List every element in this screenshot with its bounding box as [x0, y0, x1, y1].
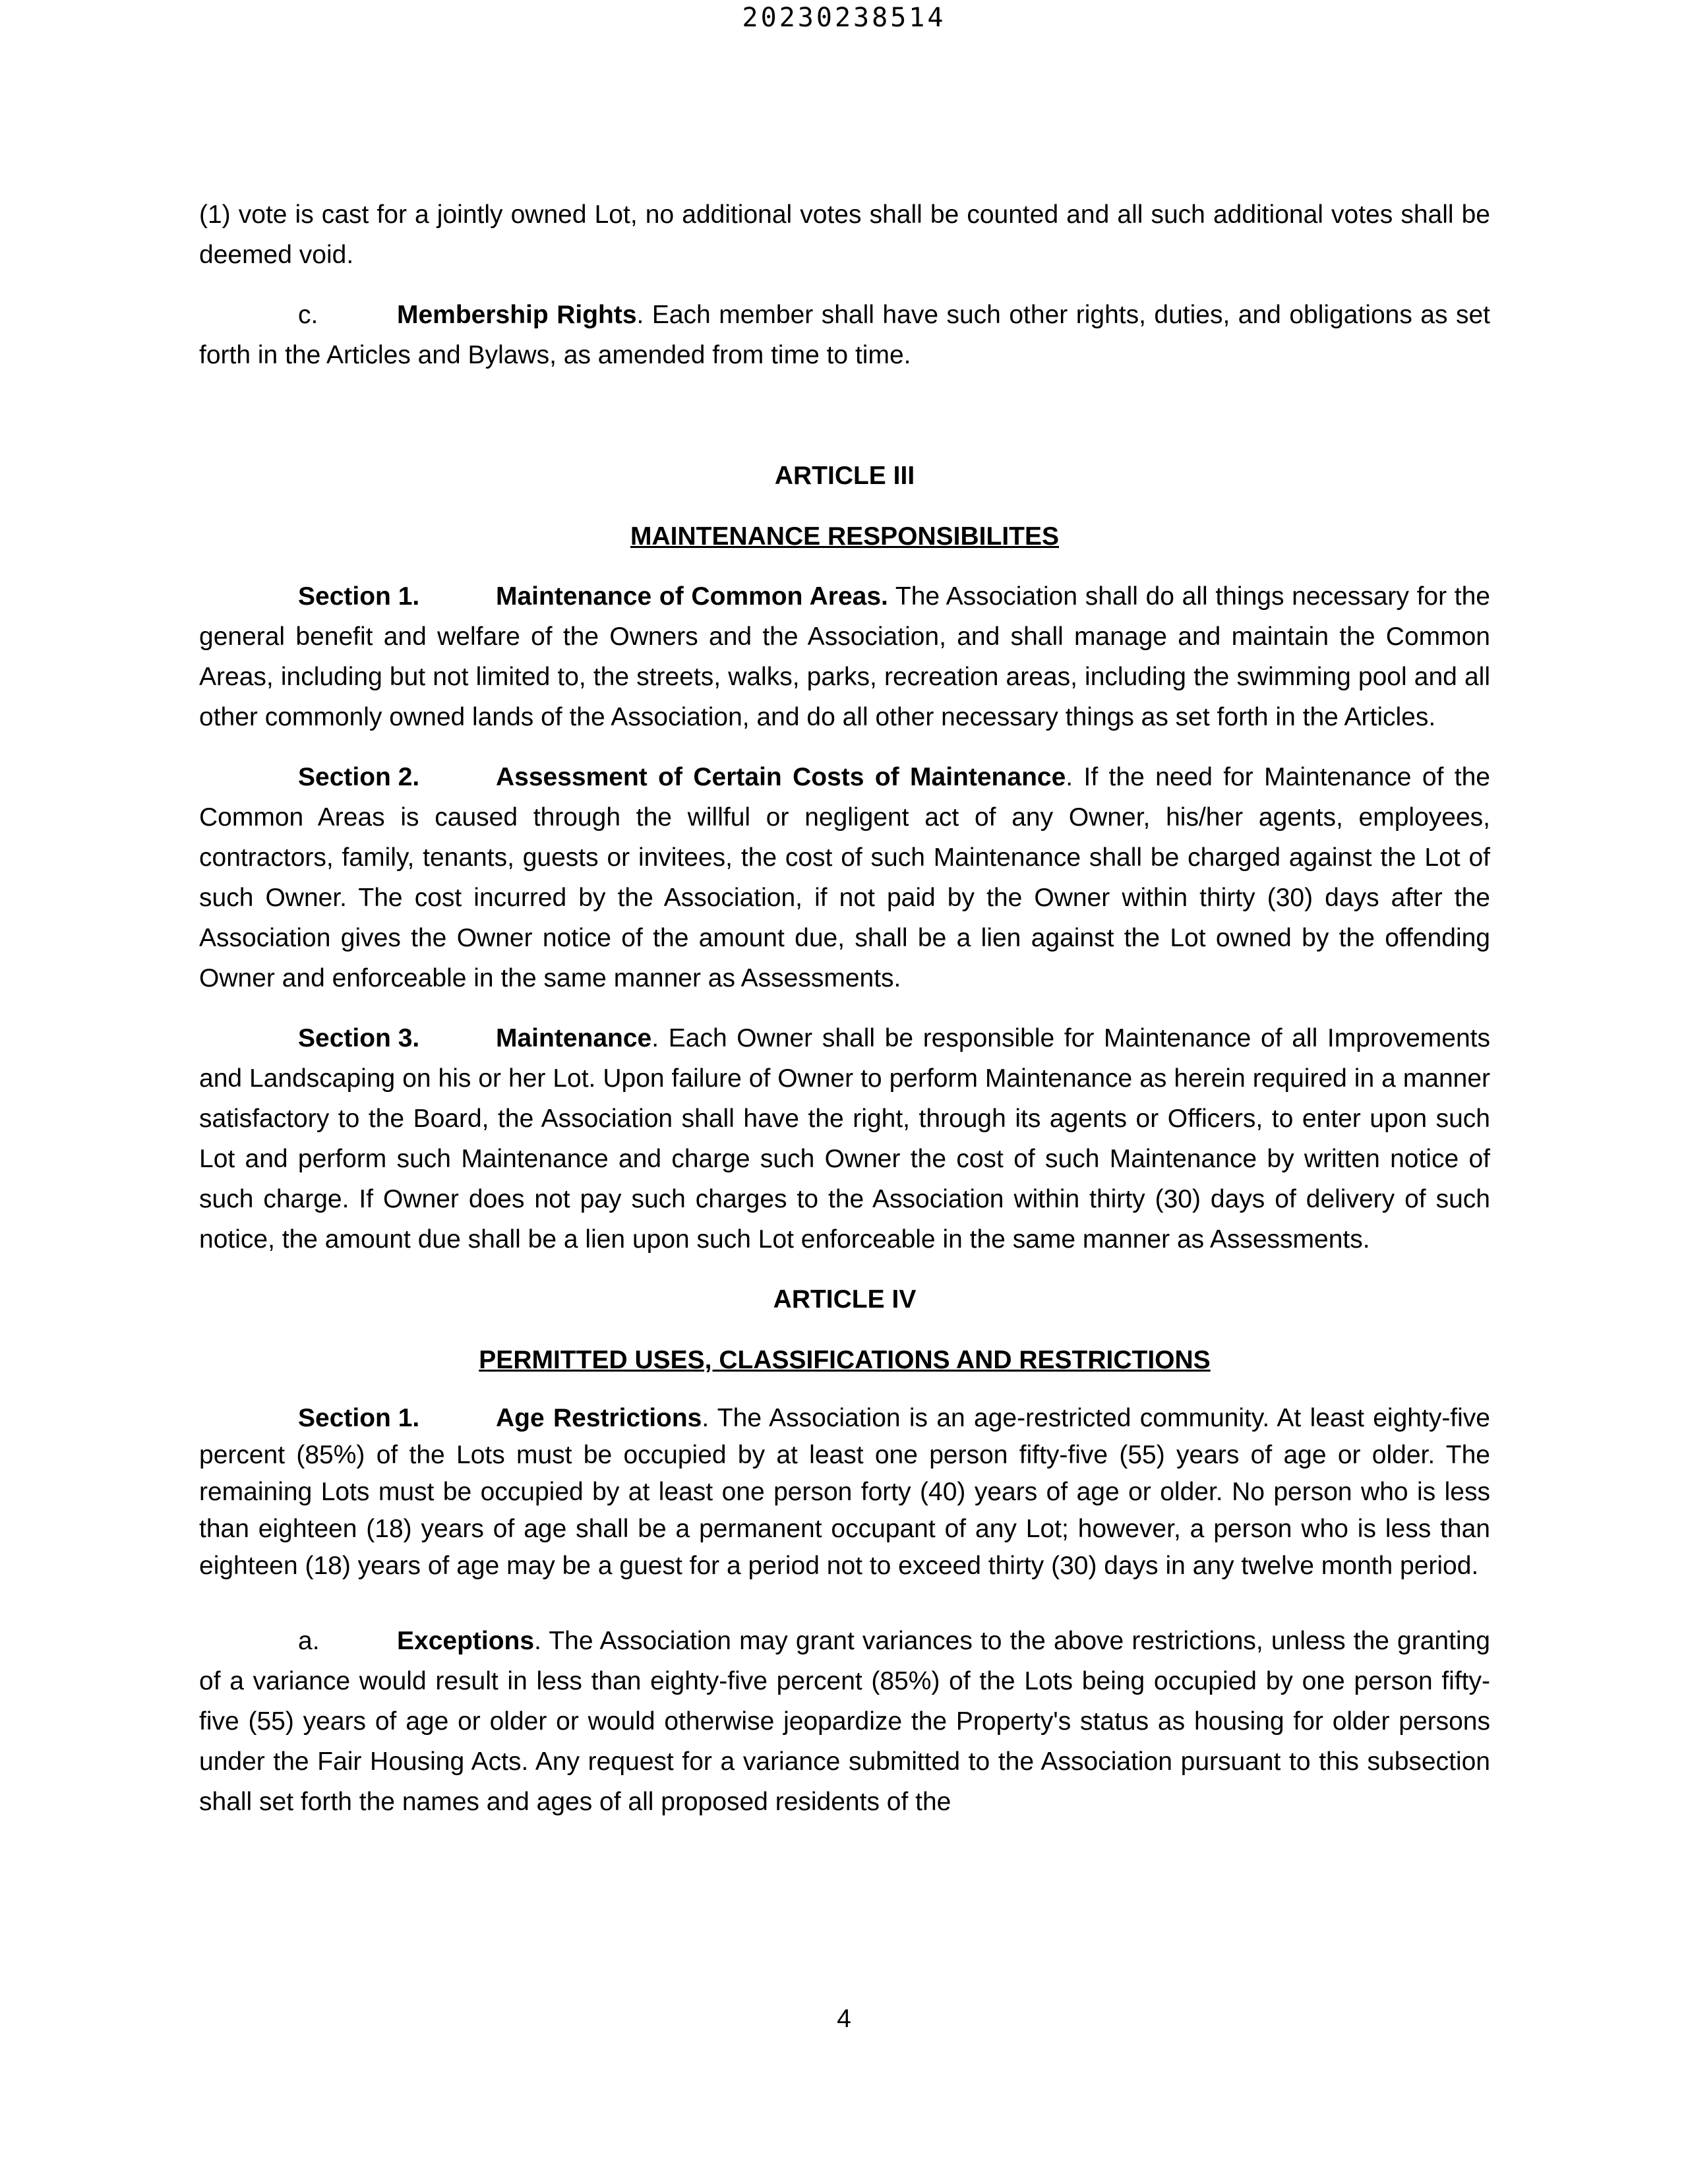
article-subheading: PERMITTED USES, CLASSIFICATIONS AND RESTRICTIONS	[479, 1346, 1211, 1374]
section-text: . The Association is an age-restricted community. At least eighty-five percent (85%) of the Lots must be occupied by at least one person fifty-five (55) years of age or older. The remaining Lots must be occupied by at least one person forty (40) years of age or older. No person who is less than eighteen (18) years of age shall be a permanent occupant of any Lot; however, a person who is less than eighteen (18) years of age may be a guest for a period not to exceed thirty (30) days in any twelve month period.	[199, 1404, 1490, 1580]
document-number: 20230238514	[742, 3, 946, 33]
subsection-title: Membership Rights	[397, 301, 637, 329]
section-title: Age Restrictions	[496, 1404, 702, 1432]
paragraph-membership-rights	[199, 295, 1490, 375]
subsection-exceptions	[199, 1621, 1490, 1822]
page-number: 4	[837, 2005, 851, 2033]
section-title: Maintenance of Common Areas.	[496, 582, 888, 611]
document-body	[199, 195, 1490, 1822]
subsection-label: a.	[298, 1627, 320, 1655]
section-text: . If the need for Maintenance of the Common Areas is caused through the willful or negligent act of any Owner, his/her agents, employees, contractors, family, tenants, guests or invitees, the cost of such Maintenance shall be charged against the Lot of such Owner. The cost incurred by the Association, if not paid by the Owner within thirty (30) days after the Association gives the Owner notice of the amount due, shall be a lien against the Lot owned by the offending Owner and enforceable in the same manner as Assessments.	[199, 763, 1491, 992]
article-heading: ARTICLE III	[774, 462, 915, 490]
article-heading: ARTICLE IV	[773, 1285, 917, 1314]
subsection-label: c.	[298, 301, 318, 329]
section-age-restrictions	[199, 1400, 1490, 1585]
section-label: Section 1.	[298, 1404, 420, 1432]
section-label: Section 3.	[298, 1024, 420, 1052]
section-title: Maintenance	[496, 1024, 652, 1052]
section-label: Section 1.	[298, 582, 420, 611]
subsection-text: . The Association may grant variances to the above restrictions, unless the granting of a variance would result in less than eighty-five percent (85%) of the Lots being occupied by one person fifty-five (55) years of age or older or would otherwise jeopardize the Property's status as housing for older persons under the Fair Housing Acts. Any request for a variance submitted to the Association pursuant to this subsection shall set forth the names and ages of all proposed residents of the	[199, 1627, 1490, 1816]
section-title: Assessment of Certain Costs of Maintenance	[496, 763, 1066, 791]
section-label: Section 2.	[298, 763, 420, 791]
section-text: The Association shall do all things necessary for the general benefit and welfare of the Owners and the Association, and shall manage and maintain the Common Areas, including but not limited to, the streets, walks, parks, recreation areas, including the swimming pool and all other commonly owned lands of the Association, and do all other necessary things as set forth in the Articles.	[199, 582, 1490, 731]
subsection-title: Exceptions	[397, 1627, 535, 1655]
section-maintenance-common-areas	[199, 576, 1490, 737]
section-assessment-costs	[199, 757, 1490, 998]
paragraph-continuation: (1) vote is cast for a jointly owned Lot, no additional votes shall be counted and all such additional votes shall be deemed void.	[199, 200, 1490, 269]
article-subheading: MAINTENANCE RESPONSIBILITES	[630, 522, 1060, 551]
section-maintenance	[199, 1018, 1490, 1259]
section-text: . Each Owner shall be responsible for Maintenance of all Improvements and Landscaping on his or her Lot. Upon failure of Owner to perform Maintenance as herein required in a manner satisfactory to the Board, the Association shall have the right, through its agents or Officers, to enter upon such Lot and perform such Maintenance and charge such Owner the cost of such Maintenance by written notice of such charge. If Owner does not pay such charges to the Association within thirty (30) days of delivery of such notice, the amount due shall be a lien upon such Lot enforceable in the same manner as Assessments.	[199, 1024, 1490, 1254]
subsection-text: . Each member shall have such other rights, duties, and obligations as set forth in the Articles and Bylaws, as amended from time to time.	[199, 301, 1491, 369]
